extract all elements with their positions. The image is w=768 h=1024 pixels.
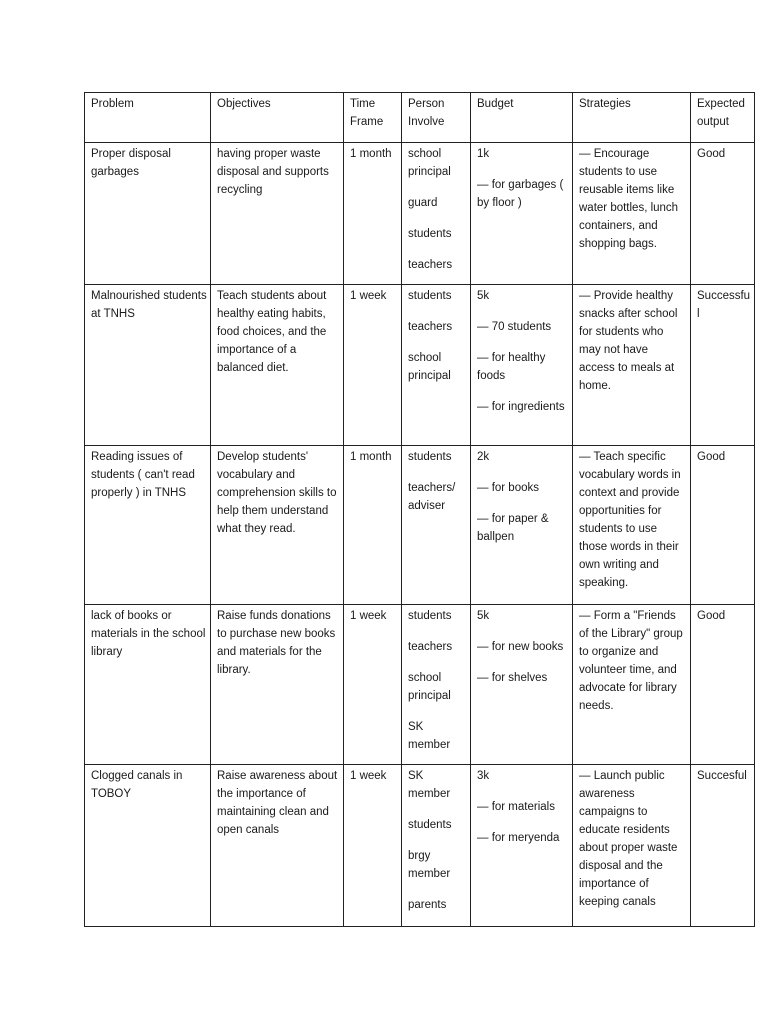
cell-objectives: Develop students' vocabulary and comprehension skills to help them understand what they read. (211, 446, 344, 605)
cell-strategies: — Provide healthy snacks after school for students who may not have access to meals at home. (573, 285, 691, 446)
cell-time-frame: 1 month (344, 446, 402, 605)
cell-time-frame: 1 week (344, 285, 402, 446)
person-item: guard (408, 197, 438, 209)
table-row (85, 285, 755, 446)
budget-item: — for garbages ( by floor ) (477, 179, 564, 209)
header-row (85, 93, 755, 143)
cell-budget (471, 605, 573, 765)
person-item: school principal (408, 352, 451, 382)
table-row (85, 605, 755, 765)
cell-budget (471, 765, 573, 927)
budget-item: — for books (477, 482, 539, 494)
cell-objectives: Raise awareness about the importance of maintaining clean and open canals (211, 765, 344, 927)
header-budget: Budget (471, 93, 573, 143)
cell-expected-output: Good (691, 605, 755, 765)
cell-budget (471, 143, 573, 285)
cell-person-involve (402, 765, 471, 927)
cell-problem: lack of books or materials in the school library (85, 605, 211, 765)
budget-item: 5k (477, 610, 490, 622)
cell-problem: Proper disposal garbages (85, 143, 211, 285)
budget-item: — 70 students (477, 321, 552, 333)
table-row (85, 765, 755, 927)
person-item: teachers (408, 321, 453, 333)
person-item: parents (408, 899, 447, 911)
cell-person-involve (402, 446, 471, 605)
person-item: students (408, 451, 452, 463)
cell-problem: Clogged canals in TOBOY (85, 765, 211, 927)
person-item: students (408, 819, 452, 831)
cell-strategies: — Launch public awareness campaigns to educate residents about proper waste disposal and the importance of keeping canals (573, 765, 691, 927)
person-item: SK member (408, 721, 451, 751)
header-objectives: Objectives (211, 93, 344, 143)
person-item: students (408, 290, 452, 302)
cell-expected-output: Good (691, 143, 755, 285)
header-strategies: Strategies (573, 93, 691, 143)
budget-item: 2k (477, 451, 490, 463)
budget-item: — for materials (477, 801, 555, 813)
person-item: teachers (408, 641, 453, 653)
cell-person-involve (402, 143, 471, 285)
budget-item: 1k (477, 148, 490, 160)
budget-item: 5k (477, 290, 490, 302)
project-plan-table (84, 92, 755, 927)
header-expected-output: Expected output (691, 93, 755, 143)
budget-item: 3k (477, 770, 490, 782)
cell-time-frame: 1 month (344, 143, 402, 285)
header-time-frame: Time Frame (344, 93, 402, 143)
person-item: brgy member (408, 850, 451, 880)
cell-objectives: Teach students about healthy eating habits, food choices, and the importance of a balanced diet. (211, 285, 344, 446)
cell-expected-output: Good (691, 446, 755, 605)
person-item: students (408, 610, 452, 622)
cell-budget (471, 446, 573, 605)
cell-problem: Reading issues of students ( can't read properly ) in TNHS (85, 446, 211, 605)
header-person-involve: Person Involve (402, 93, 471, 143)
person-item: students (408, 228, 452, 240)
cell-budget (471, 285, 573, 446)
cell-objectives: Raise funds donations to purchase new books and materials for the library. (211, 605, 344, 765)
budget-item: — for meryenda (477, 832, 560, 844)
cell-objectives: having proper waste disposal and supports recycling (211, 143, 344, 285)
cell-time-frame: 1 week (344, 765, 402, 927)
cell-person-involve (402, 285, 471, 446)
budget-item: — for ingredients (477, 401, 565, 413)
cell-expected-output: Succesful (691, 765, 755, 927)
budget-item: — for new books (477, 641, 564, 653)
table-row (85, 143, 755, 285)
person-item: teachers (408, 259, 453, 271)
cell-strategies: — Encourage students to use reusable items like water bottles, lunch containers, and shopping bags. (573, 143, 691, 285)
budget-item: — for healthy foods (477, 352, 546, 382)
person-item: SK member (408, 770, 451, 800)
person-item: school principal (408, 672, 451, 702)
cell-problem: Malnourished students at TNHS (85, 285, 211, 446)
cell-strategies: — Form a "Friends of the Library" group to organize and volunteer time, and advocate for library needs. (573, 605, 691, 765)
person-item: teachers/ adviser (408, 482, 456, 512)
cell-time-frame: 1 week (344, 605, 402, 765)
budget-item: — for paper & ballpen (477, 513, 549, 543)
table-row (85, 446, 755, 605)
cell-expected-output: Successful (691, 285, 755, 446)
budget-item: — for shelves (477, 672, 548, 684)
cell-strategies: — Teach specific vocabulary words in context and provide opportunities for students to use those words in their own writing and speaking. (573, 446, 691, 605)
header-problem: Problem (85, 93, 211, 143)
cell-person-involve (402, 605, 471, 765)
person-item: school principal (408, 148, 451, 178)
